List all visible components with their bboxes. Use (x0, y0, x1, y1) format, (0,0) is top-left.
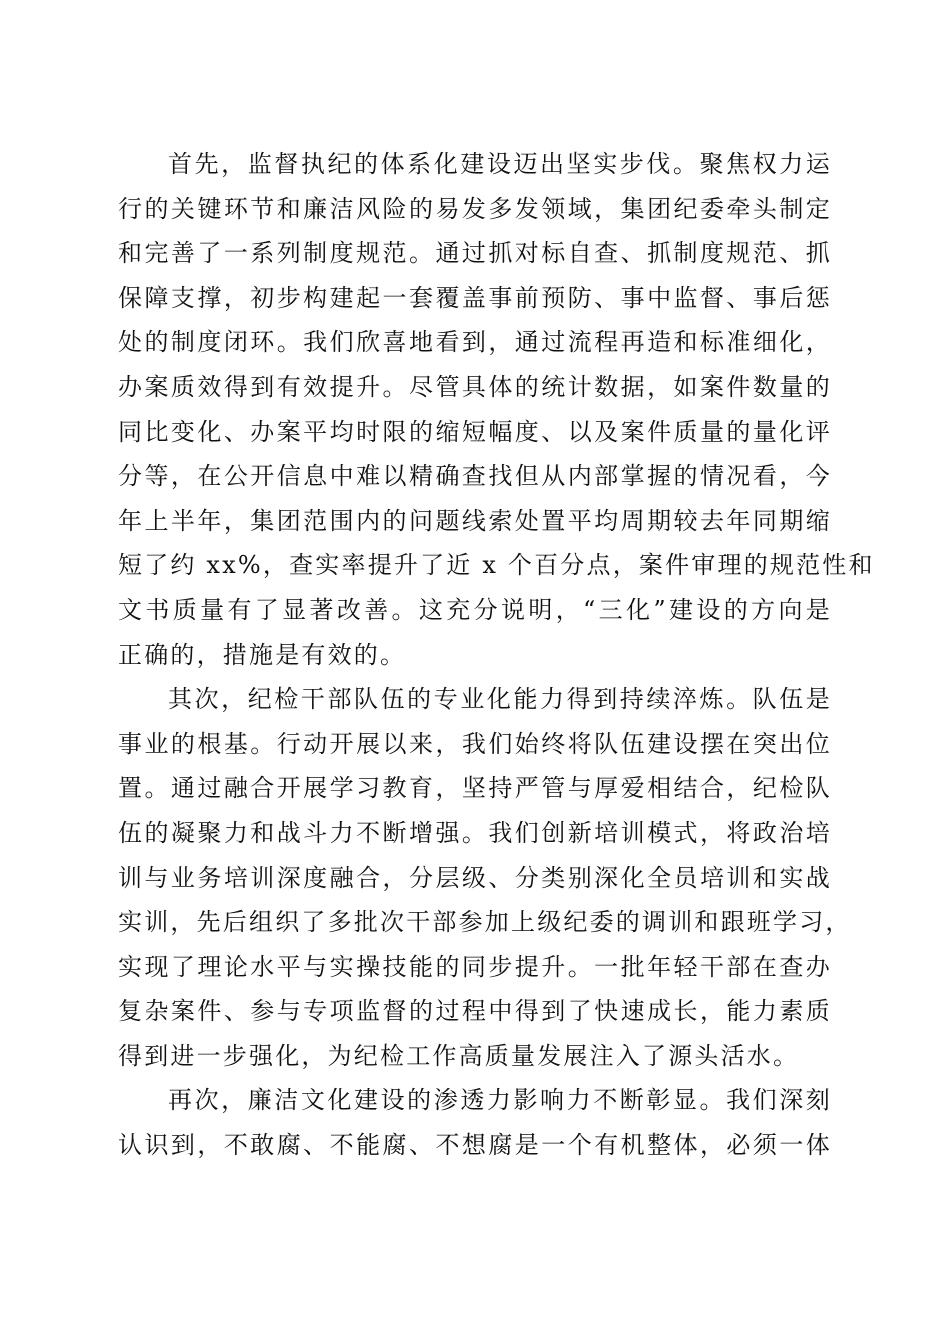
text-line: 处的制度闭环。我们欣喜地看到，通过流程再造和标准细化， (118, 328, 832, 357)
text-line: 同比变化、办案平均时限的缩短幅度、以及案件质量的量化评 (118, 417, 832, 446)
text-line: 实现了理论水平与实操技能的同步提升。一批年轻干部在查办 (118, 952, 832, 981)
text-line: 得到进一步强化，为纪检工作高质量发展注入了源头活水。 (118, 1041, 800, 1070)
text-line: 复杂案件、参与专项监督的过程中得到了快速成长，能力素质 (118, 997, 832, 1026)
text-line: 行的关键环节和廉洁风险的易发多发领域，集团纪委牵头制定 (118, 194, 832, 223)
text-line: 文书质量有了显著改善。这充分说明，“三化”建设的方向是 (118, 595, 832, 624)
text-line: 年上半年，集团范围内的问题线索处置平均周期较去年同期缩 (118, 506, 832, 535)
text-line: 短了约 xx%，查实率提升了近 x 个百分点，案件审理的规范性和 (118, 551, 875, 580)
text-line: 首先，监督执纪的体系化建设迈出坚实步伐。聚焦权力运 (168, 150, 832, 178)
text-line: 办案质效得到有效提升。尽管具体的统计数据，如案件数量的 (118, 372, 832, 401)
text-line: 分等，在公开信息中难以精确查找但从内部掌握的情况看，今 (118, 462, 832, 491)
text-line: 置。通过融合开展学习教育，坚持严管与厚爱相结合，纪检队 (118, 774, 832, 803)
text-line: 再次，廉洁文化建设的渗透力影响力不断彰显。我们深刻 (168, 1086, 832, 1115)
text-line: 保障支撑，初步构建起一套覆盖事前预防、事中监督、事后惩 (118, 283, 832, 312)
text-line: 认识到，不敢腐、不能腐、不想腐是一个有机整体，必须一体 (118, 1131, 832, 1160)
text-line: 实训，先后组织了多批次干部参加上级纪委的调训和跟班学习， (118, 908, 852, 937)
text-line: 其次，纪检干部队伍的专业化能力得到持续淬炼。队伍是 (168, 685, 832, 714)
text-line: 正确的，措施是有效的。 (118, 640, 407, 669)
text-line: 和完善了一系列制度规范。通过抓对标自查、抓制度规范、抓 (118, 239, 832, 268)
paragraph-1 (118, 142, 875, 677)
text-line: 训与业务培训深度融合，分层级、分类别深化全员培训和实战 (118, 863, 832, 892)
document-body (118, 142, 875, 1168)
paragraph-3 (118, 1078, 832, 1167)
text-line: 事业的根基。行动开展以来，我们始终将队伍建设摆在突出位 (118, 729, 832, 758)
paragraph-2 (118, 677, 852, 1078)
text-line: 伍的凝聚力和战斗力不断增强。我们创新培训模式，将政治培 (118, 818, 832, 847)
